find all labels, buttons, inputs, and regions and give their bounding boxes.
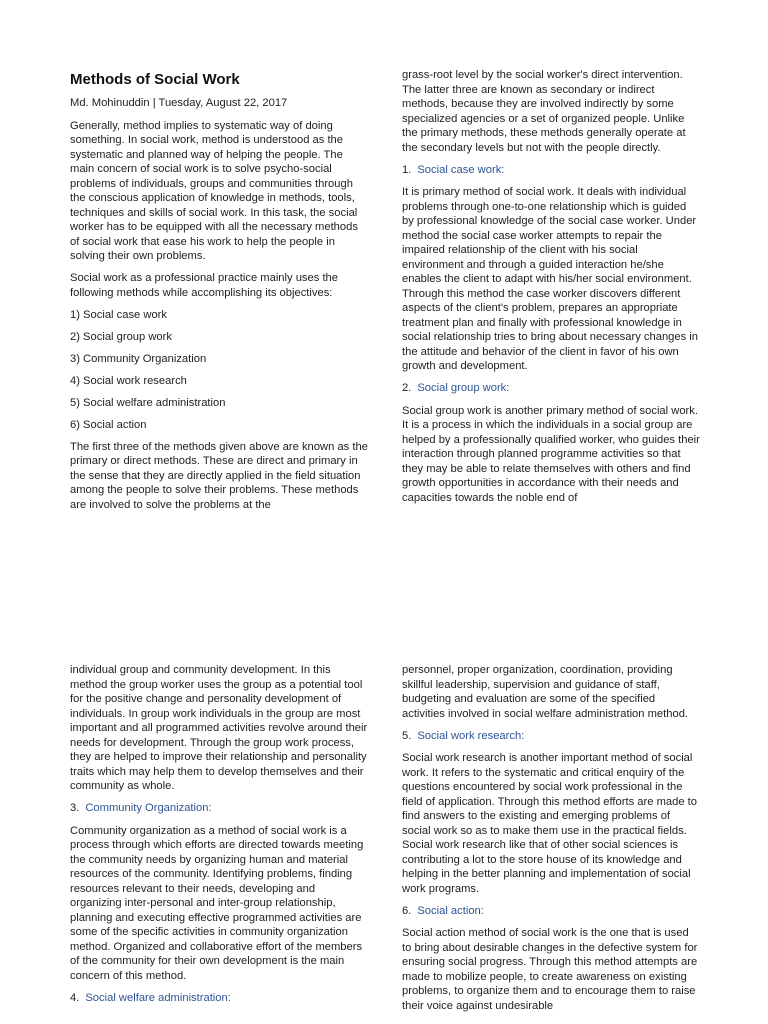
list-item: 5) Social welfare administration	[70, 396, 226, 409]
section-heading-label: Social work research:	[417, 729, 525, 742]
section-heading-label: Social welfare administration:	[85, 991, 231, 1004]
secondary-methods-paragraph: grass-root level by the social worker's direct intervention. The latter three are known as secondary or indirect methods, because they are involved indirectly by some specialized agencies or a set of organized people. Unlike the primary methods, these methods generally operate at the secondary levels but not with the people directly.	[402, 69, 686, 154]
section-heading-welfare-administration[interactable]	[70, 991, 368, 1006]
page2-left-column	[70, 663, 368, 1013]
primary-methods-paragraph: The first three of the methods given above are known as the primary or direct methods. These are direct and primary in the sense that they are directly applied in the field situation among the people to solve their problems. These methods are involved to solve the problems at the	[70, 440, 368, 511]
social-action-paragraph: Social action method of social work is the one that is used to bring about desirable changes in the defective system for ensuring social progress. Through this method attempts are made to mobilize people, to create awareness on existing problems, to organize them and to encourage them to raise their voice against undesirable	[402, 927, 698, 1012]
group-work-paragraph: Social group work is another primary method of social work. It is a process in which the individuals in a social group are helped by a professionally qualified worker, who guides their interaction through planned programme activities so that they may be able to relate themselves with others and find growth opportunities in accordance with their needs and capacities towards the noble end of	[402, 404, 700, 504]
section-number: 3.	[70, 802, 80, 814]
methods-list	[70, 308, 368, 433]
list-item: 3) Community Organization	[70, 352, 207, 365]
list-item: 4) Social work research	[70, 374, 187, 387]
section-heading-label: Social case work:	[417, 163, 505, 176]
methods-lead-paragraph: Social work as a professional practice mainly uses the following methods while accomplishing its objectives:	[70, 272, 339, 299]
list-item: 6) Social action	[70, 418, 147, 431]
page-gap	[0, 560, 768, 652]
list-item: 1) Social case work	[70, 308, 167, 321]
section-heading-research[interactable]	[402, 729, 700, 744]
author-date-line: Md. Mohinuddin | Tuesday, August 22, 2017	[70, 97, 288, 109]
page1-left-column	[70, 70, 368, 520]
section-heading-group-work[interactable]	[402, 381, 700, 396]
document-title: Methods of Social Work	[70, 71, 240, 88]
list-item: 2) Social group work	[70, 330, 172, 343]
section-heading-case-work[interactable]	[402, 163, 700, 178]
community-organization-paragraph: Community organization as a method of social work is a process through which efforts are directed towards meeting the community needs by organizing human and material resources of the community. Identifying problems, finding resources relevant to their needs, developing and organizing inter-personal and inter-group relationship, planning and executing effective programmed activities are some of the specific activities in community organization method. Organized and collaborative effort of the members of the community for their own development is the main concern of this method.	[70, 824, 364, 982]
section-heading-social-action[interactable]	[402, 904, 700, 919]
document-page-2	[0, 652, 768, 1024]
case-work-paragraph: It is primary method of social work. It deals with individual problems through one-to-one relationship which is guided by professional knowledge of the social case worker. Under method the social case worker attempts to repair the impaired relationship of the client with his social environment and through a guided interaction he/she enables the client to adapt with his/her social environment. Through this method the case worker discovers different aspects of the client's problem, prepares an appropriate treatment plan and finally with professional knowledge in social relationship tries to bring about necessary changes in the attitude and behavior of the client in favor of his own growth and development.	[402, 186, 699, 372]
section-number: 4.	[70, 991, 80, 1004]
section-number: 1.	[402, 163, 412, 176]
section-number: 2.	[402, 382, 412, 394]
section-heading-label: Social group work:	[417, 382, 510, 394]
group-work-continuation-paragraph: individual group and community development. In this method the group worker uses the group as a potential tool for the positive change and personality development of individuals. In group work individuals in the group are most important and all programmed activities revolve around their needs for development. Through the group work process, they are helped to improve their relationship and personality traits which may help them to develop themselves and their community as whole.	[70, 664, 368, 792]
section-number: 6.	[402, 904, 412, 917]
intro-paragraph: Generally, method implies to systematic way of doing something. In social work, method is understood as the systematic and planned way of helping the people. The main concern of social work is to solve psycho-social problems of individuals, groups and communities through the conscious application of knowledge in methods, tools, techniques and skills of social work. In this task, the social worker has to be equipped with all the necessary methods of social work that ease his work to help the people in solving their own problems.	[70, 119, 358, 262]
research-paragraph: Social work research is another important method of social work. It refers to the systematic and critical enquiry of the questions encountered by social work professional in the field of application. Through this method efforts are made to find answers to the existing and emerging problems of social work so as to make them use in the practical fields. Social work research like that of other social sciences is contributing a lot to the store house of its knowledge and helping in the better planning and implementation of social work programs.	[402, 752, 697, 895]
page2-right-column	[402, 663, 700, 1021]
welfare-administration-continuation-paragraph: personnel, proper organization, coordination, providing skillful leadership, supervision and guidance of staff, budgeting and evaluation are some of the specified activities involved in social welfare administration method.	[402, 664, 689, 720]
section-heading-label: Community Organization:	[85, 802, 212, 814]
section-heading-label: Social action:	[417, 904, 484, 917]
page1-right-column	[402, 68, 700, 513]
section-number: 5.	[402, 729, 412, 742]
section-heading-community-organization[interactable]	[70, 801, 368, 816]
